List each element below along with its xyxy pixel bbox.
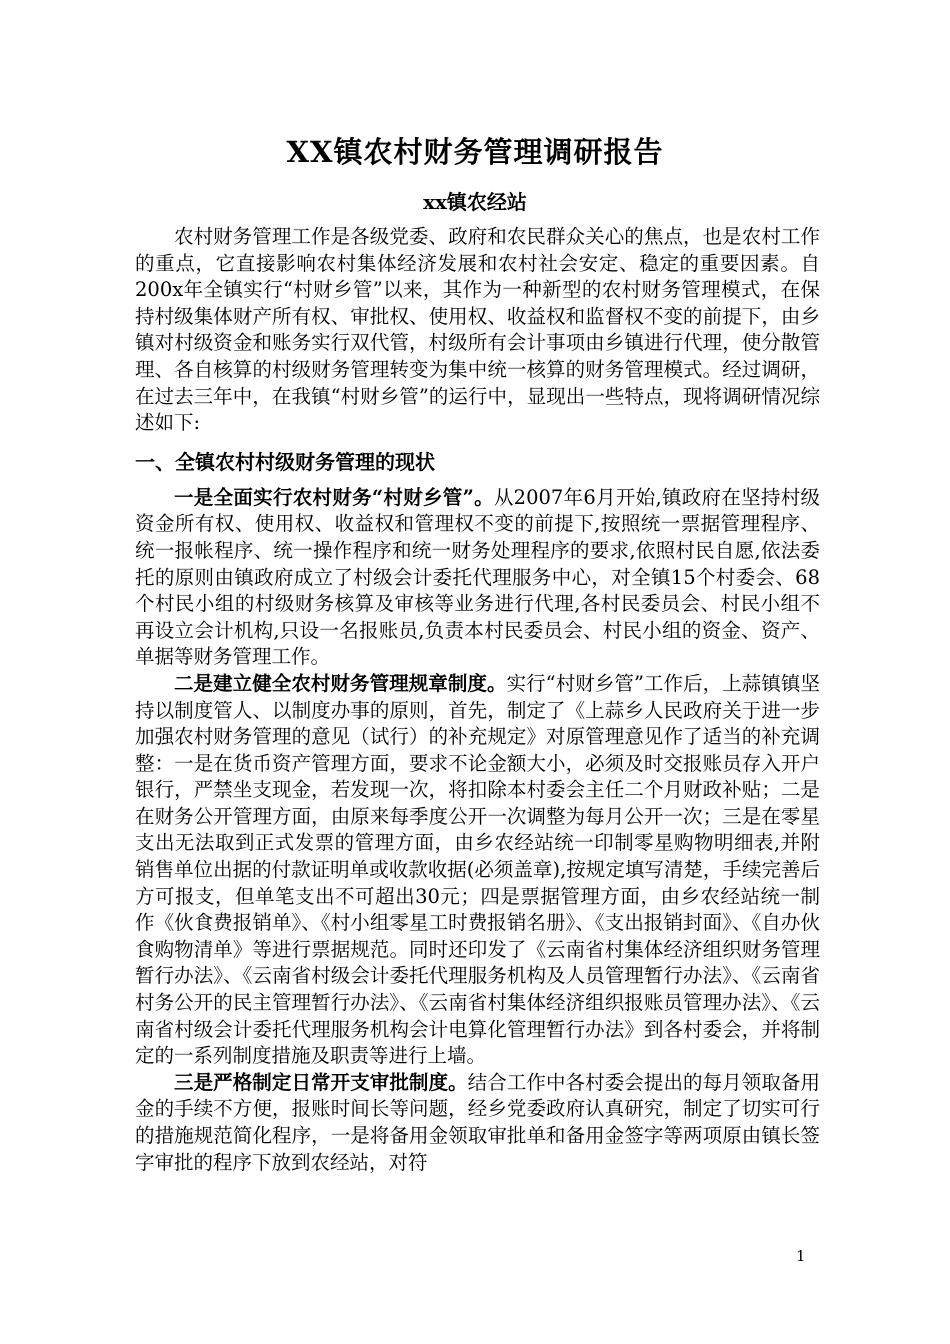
intro-paragraph: 农村财务管理工作是各级党委、政府和农民群众关心的焦点，也是农村工作的重点，它直接影响农村集体经济发展和农村社会安定、稳定的重要因素。自200x年全镇实行“村财乡管”以来，其作为一种新型的农村财务管理模式，在保持村级集体财产所有权、审批权、使用权、收益权和监督权不变的前提下，由乡镇对村级资金和账务实行双代管，村级所有会计事项由乡镇进行代理，使分散管理、各自核算的村级财务管理转变为集中统一核算的财务管理模式。经过调研，在过去三年中，在我镇“村财乡管”的运行中，显现出一些特点，现将调研情况综述如下:	[135, 225, 820, 435]
paragraph-item-3	[135, 1070, 820, 1176]
section-heading: 一、全镇农村村级财务管理的现状	[135, 449, 435, 474]
paragraph-text: 实行“村财乡管”工作后，上蒜镇镇坚持以制度管人、以制度办事的原则，首先，制定了《上蒜乡人民政府关于进一步加强农村财务管理的意见（试行）的补充规定》对原管理意见作了适当的补充调整：一是在货币资产管理方面，要求不论金额大小，必须及时交报账员存入开户银行，严禁坐支现金，若发现一次，将扣除本村委会主任二个月财政补贴；二是在财务公开管理方面，由原来每季度公开一次调整为每月公开一次；三是在零星支出无法取到正式发票的管理方面，由乡农经站统一印制零星购物明细表,并附销售单位出据的付款证明单或收款收据(必须盖章),按规定填写清楚，手续完善后方可报支，但单笔支出不可超出30元；四是票据管理方面，由乡农经站统一制作《伙食费报销单》、《村小组零星工时费报销名册》、《支出报销封面》、《自办伙食购物清单》等进行票据规范。同时还印发了《云南省村集体经济组织财务管理暂行办法》、《云南省村级会计委托代理服务机构及人员管理暂行办法》、《云南省村务公开的民主管理暂行办法》、《云南省村集体经济组织报账员管理办法》、《云南省村级会计委托代理服务机构会计电算化管理暂行办法》到各村委会，并将制定的一系列制度措施及职责等进行上墙。	[135, 671, 820, 1068]
paragraph-text: 结合工作中各村委会提出的每月领取备用金的手续不方便，报账时间长等问题，经乡党委政府认真研究，制定了切实可行的措施规范简化程序，一是将备用金领取审批单和备用金签字等两项原由镇长签字审批的程序下放到农经站，对符	[135, 1070, 820, 1174]
paragraph-text: 从2007年6月开始,镇政府在坚持村级资金所有权、使用权、收益权和管理权不变的前提下,按照统一票据管理程序、统一报帐程序、统一操作程序和统一财务处理程序的要求,依照村民自愿,依法委托的原则由镇政府成立了村级会计委托代理服务中心，对全镇15个村委会、68个村民小组的村级财务核算及审核等业务进行代理,各村民委员会、村民小组不再设立会计机构,只设一名报账员,负责本村民委员会、村民小组的资金、资产、单据等财务管理工作。	[135, 485, 820, 669]
page-number: 1	[796, 1247, 806, 1265]
document-title: XX镇农村财务管理调研报告	[286, 135, 664, 169]
document-body	[135, 224, 820, 1176]
paragraph-item-1	[135, 485, 820, 671]
paragraph-item-2	[135, 671, 820, 1070]
paragraph-lead: 三是严格制定日常开支审批制度。	[174, 1070, 468, 1094]
document-author: xx镇农经站	[423, 190, 527, 214]
paragraph-lead: 一是全面实行农村财务“村财乡管”。	[174, 485, 494, 509]
paragraph-lead: 二是建立健全农村财务管理规章制度。	[174, 671, 507, 695]
